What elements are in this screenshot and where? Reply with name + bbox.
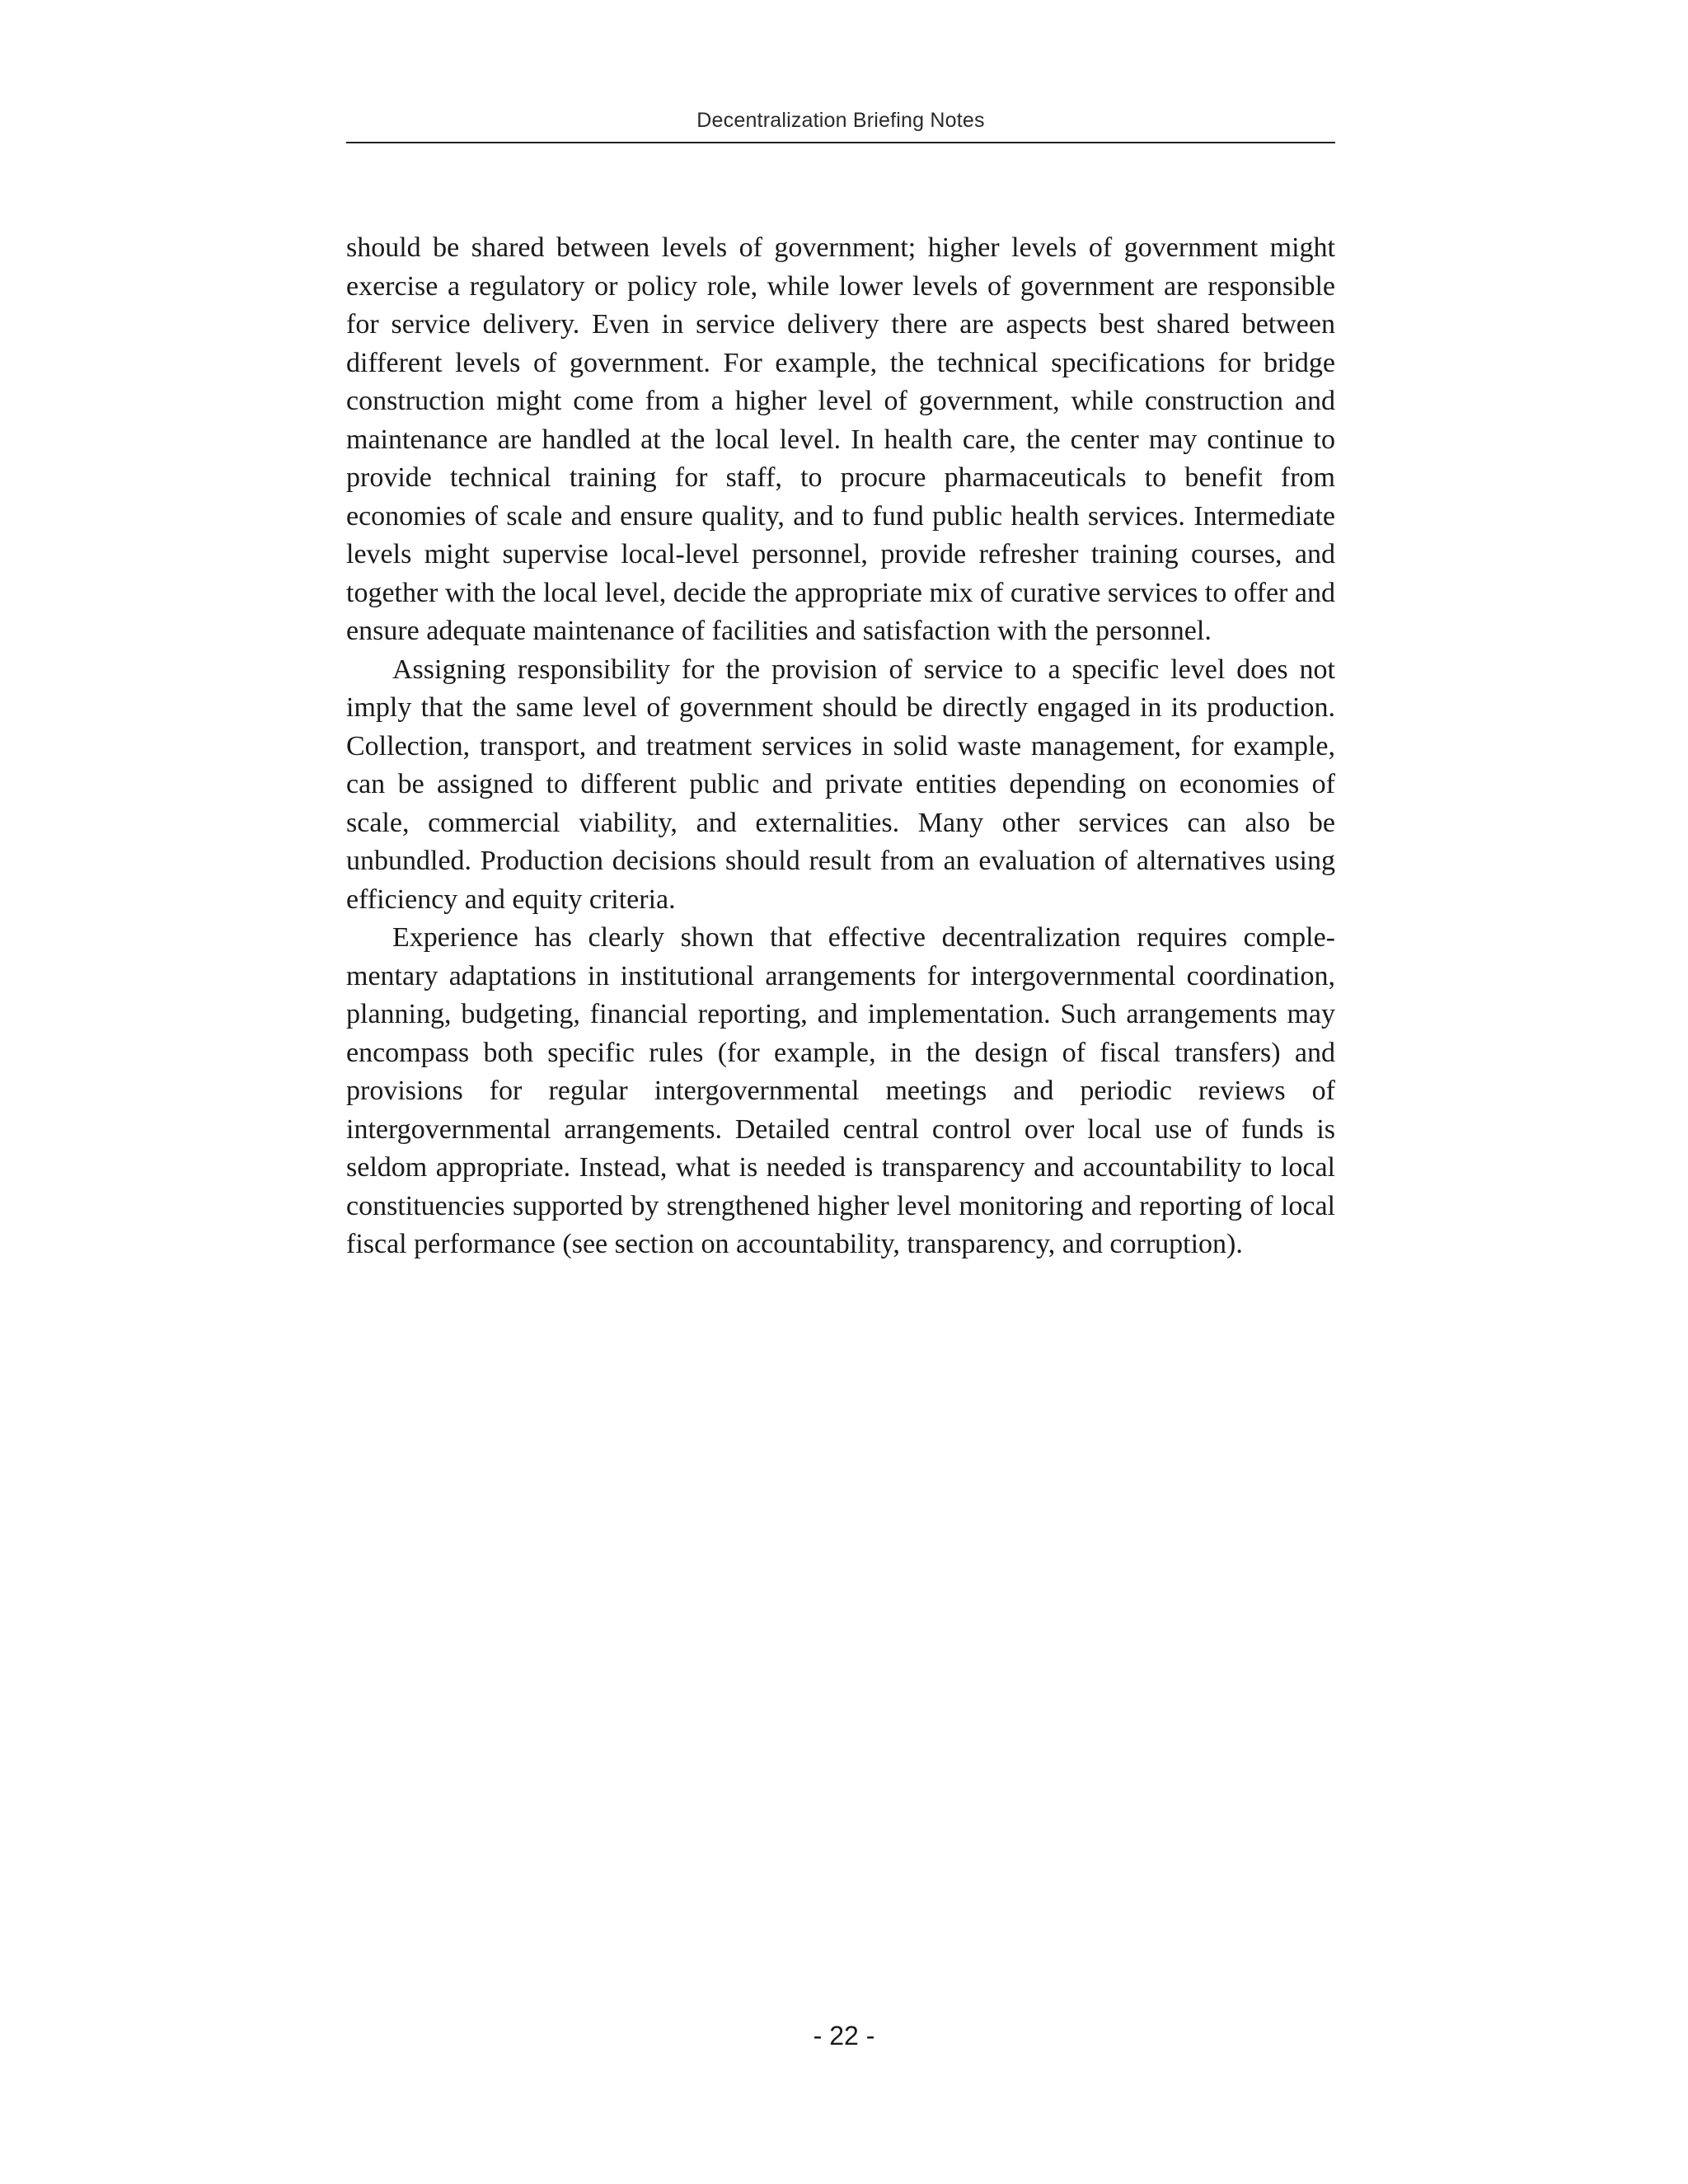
header-rule <box>346 142 1335 143</box>
paragraph-2: Assigning responsibility for the provision of service to a specific level does not imply that the same level of government should be directly engaged in its production. Collection, transport, and treatment services in solid waste management, for example, can be assigned to different public and private entities depending on economies of scale, commercial viability, and externalities. Many other services can also be unbundled. Production decisions should result from an evaluation of alternatives using efficiency and equity criteria. <box>346 654 1335 915</box>
paragraph-1: should be shared between levels of government; higher levels of government might exercise a regulatory or policy role, while lower levels of government are responsible for service delivery. Even in service delivery there are aspects best shared between different levels of government. For example, the technical specifications for bridge construction might come from a higher level of government, while construction and maintenance are handled at the local level. In health care, the center may continue to provide technical training for staff, to procure pharmaceuticals to benefit from economies of scale and ensure quality, and to fund public health services. Intermediate levels might supervise local-level personnel, provide refresher training courses, and together with the local level, decide the appropriate mix of curative services to offer and ensure adequate maintenance of facilities and satisfaction with the personnel. <box>346 232 1335 646</box>
page-number: - 22 - <box>813 2021 875 2050</box>
running-header: Decentralization Briefing Notes <box>696 109 985 132</box>
body-text <box>346 229 1335 1264</box>
paragraph-3: Experience has clearly shown that effective decentralization requires complementary adaptations in institutional arrangements for intergovernmental coordination, planning, budgeting, financial reporting, and implementation. Such arrangements may encompass both specific rules (for example, in the design of fiscal transfers) and provisions for regular intergovernmental meetings and periodic reviews of intergovernmental arrangements. Detailed central control over local use of funds is seldom appropriate. Instead, what is needed is transparency and accountability to local constituencies supported by strengthened higher level monitoring and reporting of local fiscal performance (see section on accountability, transparency, and corruption). <box>346 922 1335 1259</box>
